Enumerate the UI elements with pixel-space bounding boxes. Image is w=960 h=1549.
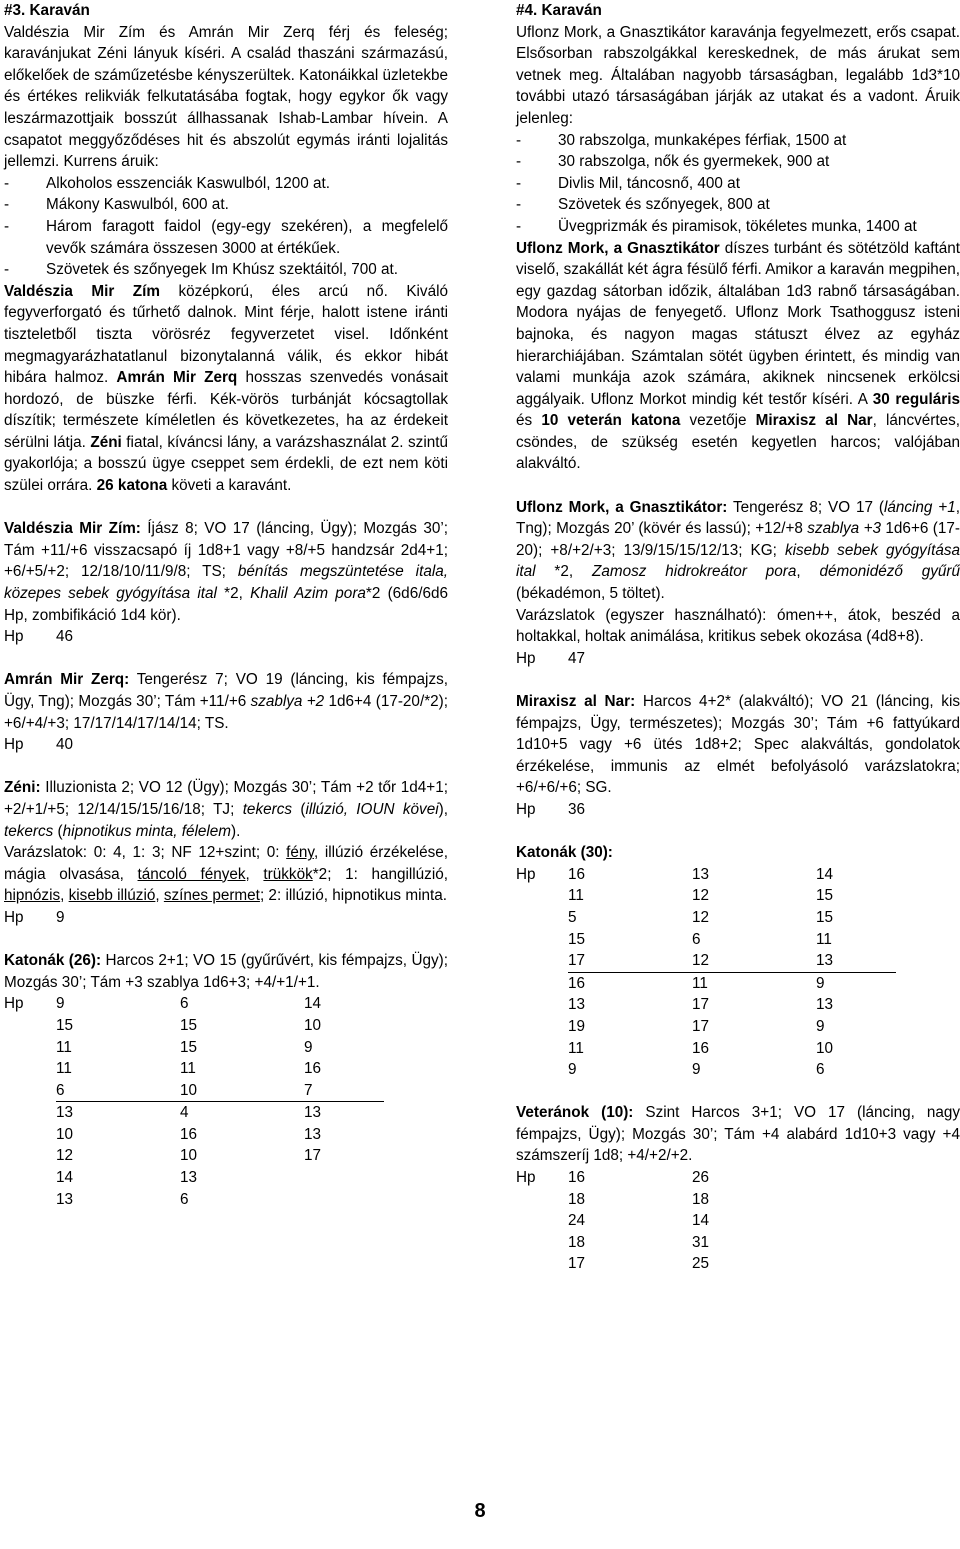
hp-value: 13 (816, 996, 834, 1014)
section-3-intro: Valdészia Mir Zím és Amrán Mir Zerq férj és feleség; karavánjukat Zéni lányuk kíséri. A család thaszáni származású, előkelőek de száműzetésbe kényszerültek. Katonáikkal üzletekbe és értékes relikviák felkutatásába fogtak, hogy egykor ők vagy leszármazottjaik bosszút állhassanak Ishab-Lambar hívein. A csapatot meggyőződéses hit és abszolút egymás iránti lojalitás jellemzi. Kurrens áruik: (4, 23, 448, 171)
hp-value: 11 (568, 1039, 584, 1057)
section-3-title: #3. Karaván (4, 2, 90, 19)
hp-label (516, 1059, 568, 1081)
hp-label (4, 1015, 56, 1037)
hp-row (516, 1232, 960, 1254)
hp-value: 6 (180, 995, 189, 1013)
hp-value: 6 (816, 1061, 825, 1079)
hp-value: 14 (304, 995, 322, 1013)
hp-label (4, 1189, 56, 1211)
hp-value: 9 (816, 1017, 825, 1035)
hp-label (4, 1145, 56, 1167)
hp-value: 11 (568, 887, 584, 905)
hp-row (516, 950, 960, 973)
hp-value: 16 (568, 974, 586, 992)
hp-row (4, 993, 448, 1015)
hp-value: 10 (304, 1016, 322, 1034)
hp-value: 17 (568, 950, 692, 973)
hp-value: 16 (692, 1039, 710, 1057)
hp-value: 11 (56, 1038, 72, 1056)
hp-row (516, 1253, 960, 1275)
hp-label (516, 994, 568, 1016)
hp-value: 17 (304, 1147, 322, 1165)
hp-value: 13 (304, 1125, 322, 1143)
hp-value: 17 (568, 1255, 586, 1273)
statblock-soldiers-26: Katonák (26): Harcos 2+1; VO 15 (gyűrűvért, kis fémpajzs, Ügy); Mozgás 30’; Tám +3 szablya 1d6+3; +4/+1/+1. (4, 952, 449, 991)
hp-row: Hp 46 (4, 628, 74, 646)
hp-row: Hp 40 (4, 736, 74, 754)
list-item: - Mákony Kaswulból, 600 at. (4, 194, 448, 216)
hp-label (516, 1210, 568, 1232)
hp-label (516, 885, 568, 907)
hp-row (516, 1016, 960, 1038)
hp-value: 19 (568, 1017, 586, 1035)
hp-value: 13 (56, 1190, 74, 1208)
statblock-amran: Amrán Mir Zerq: Tengerész 7; VO 19 (láncing, kis fémpajzs, Ügy, Tng); Mozgás 30’; Tám +11/+6 szablya +2 1d6+4 (17-20/*2); +6/+4/+3; 17/17/14/17/14/14; TS. (4, 671, 448, 732)
statblock-uflonz: Uflonz Mork, a Gnasztikátor: Tengerész 8; VO 17 (láncing +1, Tng); Mozgás 20’ (kövér és lassú); +12/+8 szablya +3 1d6+6 (17-20); +8/+2/+3; 13/9/15/15/12/13; KG; kisebb sebek gyógyítása ital *2, Zamosz hidrokreátor pora, démonidéző gyűrű (békadémon, 5 töltet). (516, 498, 960, 603)
section-3-goods-list (4, 173, 448, 281)
hp-value: 13 (180, 1169, 198, 1187)
section-4-title: #4. Karaván (516, 2, 602, 19)
hp-value: 6 (692, 930, 701, 948)
statblock-miraxisz: Miraxisz al Nar: Harcos 4+2* (alakváltó); VO 21 (láncing, kis fémpajzs, Ügy, természetes); Mozgás 30’; Tám +6 fattyúkard 1d10+5 vagy +6 ütés 1d8+2; Spec alakváltás, gondolatok érzékelése, immunis az elmét befolyásoló varázslatokra; +6/+6/+6; SG. (516, 693, 960, 797)
list-item: - 30 rabszolga, munkaképes férfiak, 1500 at (516, 130, 960, 152)
hp-value: 10 (180, 1147, 198, 1165)
hp-row (516, 994, 960, 1016)
hp-value: 14 (692, 1212, 710, 1230)
hp-value (304, 1189, 384, 1211)
hp-label (516, 1232, 568, 1254)
statblock-veterans: Veteránok (10): Szint Harcos 3+1; VO 17 (láncing, nagy fémpajzs, Ügy); Mozgás 30’; Tám +4 alabárd 1d10+3 vagy +4 számszeríj 1d8; +4/+2/+2. (516, 1104, 960, 1165)
hp-label: Hp (516, 865, 536, 883)
hp-value: 10 (180, 1080, 304, 1103)
hp-value: 12 (56, 1147, 74, 1165)
hp-value (304, 1167, 384, 1189)
statblock-soldiers-30: Katonák (30): (516, 844, 613, 862)
list-item: - Szövetek és szőnyegek Im Khúsz szektáitól, 700 at. (4, 259, 448, 281)
hp-value: 6 (56, 1080, 180, 1103)
hp-value: 14 (56, 1169, 74, 1187)
veteran-hp-table (516, 1167, 960, 1275)
hp-label: Hp (4, 995, 24, 1013)
hp-value: 11 (816, 930, 832, 948)
hp-value: 31 (692, 1233, 710, 1251)
hp-row (4, 1145, 448, 1167)
hp-value: 15 (568, 930, 586, 948)
hp-label (4, 1058, 56, 1080)
list-item: - Divlis Mil, táncosnő, 400 at (516, 173, 960, 195)
hp-value: 13 (56, 1104, 74, 1122)
zeni-spells: Varázslatok: 0: 4, 1: 3; NF 12+szint; 0: fény, illúzió érzékelése, mágia olvasása, táncoló fények, trükkök*2; 1: hangillúzió, hipnózis, kisebb illúzió, színes permet; 2: illúzió, hipnotikus minta. (4, 844, 448, 905)
list-item: - Három faragott faidol (egy-egy szekéren), a megfelelő vevők számára összesen 3000 at értékűek. (4, 216, 448, 259)
hp-label (516, 1038, 568, 1060)
hp-value: 17 (692, 1017, 710, 1035)
hp-value: 18 (568, 1190, 586, 1208)
hp-value: 4 (180, 1104, 189, 1122)
hp-label: Hp (516, 1169, 536, 1187)
hp-row (516, 1189, 960, 1211)
hp-value: 18 (568, 1233, 586, 1251)
statblock-zeni: Zéni: Illuzionista 2; VO 12 (Ügy); Mozgás 30’; Tám +2 tőr 1d4+1; +2/+1/+5; 12/14/15/15/16/18; TJ; tekercs (illúzió, IOUN kövei), tekercs (hipnotikus minta, félelem). (4, 779, 448, 840)
hp-value: 15 (56, 1016, 74, 1034)
hp-value: 17 (692, 996, 710, 1014)
hp-value: 13 (692, 865, 710, 883)
hp-value: 11 (56, 1060, 72, 1078)
section-3-characters: Valdészia Mir Zím középkorú, éles arcú nő. Kiváló fegyverforgató és tűrhető dalnok. Mint férje, halott istene iránti tiszteletből tiszta vörösréz fegyverzetet visel. Időnként megmagyarázhatatlanul bizonytalanná válik, és ekkor hibát hibára halmoz. Amrán Mir Zerq hosszas szenvedés vonásait hordozó, de büszke férfi. Kék-vörös turbánját kócsagtollak díszítik; természete kíméletlen és következetes, ha az érdekeit sérülni látja. Zéni fiatal, kíváncsi lány, a varázshasználat 2. szintű gyakorlója; a bosszú ügye cseppet sem érdekli, de ezt nem köti szülei orrára. 26 katona követi a karavánt. (4, 282, 448, 495)
hp-label (4, 1080, 56, 1103)
hp-value: 7 (304, 1080, 384, 1103)
hp-row (516, 1167, 960, 1189)
hp-label (516, 1189, 568, 1211)
hp-value: 6 (180, 1190, 189, 1208)
uflonz-spells: Varázslatok (egyszer használható): ómen++, átok, beszéd a holtakkal, holtak animálása, kritikus sebek okozása (4d8+8). (516, 606, 960, 646)
hp-value: 5 (568, 908, 577, 926)
hp-row (516, 1210, 960, 1232)
hp-value: 13 (304, 1104, 322, 1122)
hp-label (516, 973, 568, 995)
right-column (516, 0, 960, 1275)
hp-value: 16 (568, 1169, 586, 1187)
hp-row (4, 1124, 448, 1146)
section-4-characters: Uflonz Mork, a Gnasztikátor díszes turbánt és sötétzöld kaftánt viselő, szakállát két ágra fésülő férfi. Amikor a karaván megpihen, egy gazdag sátorban időzik, általában 1d3 rabnő társaságában. Modora nyájas de fenyegető. Uflonz Mork Tsathoggusz isteni bajnoka, és nagyon magas státuszt élvez az egyház hierarchiájában. Számtalan sötét ügyben érintett, és mindig van valami munkája azok számára, akiknek nincsenek erkölcsi aggályaik. Uflonz Morkot mindig két testőr kíséri. A 30 reguláris és 10 veterán katona vezetője Miraxisz al Nar, láncvértes, csöndes, de szükség esetén kegyetlen harcos; valójában alakváltó. (516, 239, 960, 473)
hp-value: 12 (692, 908, 710, 926)
hp-row: Hp 9 (4, 908, 65, 926)
hp-value: 9 (816, 974, 825, 992)
hp-label (4, 1102, 56, 1124)
hp-value: 13 (816, 950, 896, 973)
list-item: - Üvegprizmák és piramisok, tökéletes munka, 1400 at (516, 216, 960, 238)
hp-row (516, 885, 960, 907)
hp-value: 12 (692, 950, 816, 973)
hp-row (4, 1080, 448, 1103)
hp-row (516, 929, 960, 951)
hp-value: 16 (304, 1060, 322, 1078)
hp-value: 15 (180, 1038, 198, 1056)
hp-label (4, 1124, 56, 1146)
soldier-hp-table (516, 864, 960, 1081)
hp-value: 14 (816, 865, 834, 883)
hp-row (4, 1102, 448, 1124)
hp-label (516, 929, 568, 951)
hp-value: 10 (56, 1125, 74, 1143)
hp-value: 9 (568, 1061, 577, 1079)
hp-row (4, 1015, 448, 1037)
soldier-hp-table (4, 993, 448, 1210)
hp-row (516, 907, 960, 929)
hp-row (4, 1037, 448, 1059)
hp-label (516, 907, 568, 929)
list-item: - Szövetek és szőnyegek, 800 at (516, 194, 960, 216)
hp-value: 10 (816, 1039, 834, 1057)
hp-row: Hp 36 (516, 800, 586, 818)
list-item: - 30 rabszolga, nők és gyermekek, 900 at (516, 151, 960, 173)
hp-value: 11 (180, 1060, 196, 1078)
hp-value: 9 (692, 1061, 701, 1079)
hp-row (516, 1038, 960, 1060)
hp-row (4, 1058, 448, 1080)
hp-value: 13 (568, 996, 586, 1014)
list-item: - Alkoholos esszenciák Kaswulból, 1200 at. (4, 173, 448, 195)
hp-value: 15 (180, 1016, 198, 1034)
hp-row (516, 973, 960, 995)
hp-value: 16 (180, 1125, 198, 1143)
hp-label (516, 950, 568, 973)
hp-value: 15 (816, 908, 834, 926)
hp-label (516, 1016, 568, 1038)
page-number: 8 (474, 1500, 486, 1522)
hp-row (4, 1189, 448, 1211)
hp-row (516, 1059, 960, 1081)
hp-value: 15 (816, 887, 834, 905)
hp-value: 24 (568, 1212, 586, 1230)
left-column (4, 0, 448, 1210)
hp-value: 12 (692, 887, 710, 905)
section-4-goods-list (516, 130, 960, 238)
hp-value: 25 (692, 1255, 710, 1273)
hp-label (516, 1253, 568, 1275)
hp-label (4, 1167, 56, 1189)
hp-row (516, 864, 960, 886)
section-4-intro: Uflonz Mork, a Gnasztikátor karavánja fegyelmezett, erős csapat. Elsősorban rabszolgákkal kereskednek, de más árukat sem vetnek meg. Általában nagyobb társaságban, legalább 1d3*10 további utazó társaságában járják az utakat és a vadont. Áruik jelenleg: (516, 23, 960, 127)
hp-value: 18 (692, 1190, 710, 1208)
hp-row (4, 1167, 448, 1189)
hp-value: 16 (568, 865, 586, 883)
hp-label (4, 1037, 56, 1059)
hp-value: 26 (692, 1169, 710, 1187)
hp-value: 9 (304, 1038, 313, 1056)
hp-row: Hp 47 (516, 649, 586, 667)
statblock-valdeszia: Valdészia Mir Zím: Íjász 8; VO 17 (láncing, Ügy); Mozgás 30’; Tám +11/+6 visszacsapó íj 1d8+1 vagy +8/+5 handzsár 2d4+1; +6/+5/+2; 12/18/10/11/9/8; TS; bénítás megszüntetése itala, közepes sebek gyógyítása ital *2, Khalil Azim pora*2 (6d6/6d6 Hp, zombifikáció 1d4 kör). (4, 520, 448, 624)
hp-value: 9 (56, 995, 65, 1013)
hp-value: 11 (692, 974, 708, 992)
